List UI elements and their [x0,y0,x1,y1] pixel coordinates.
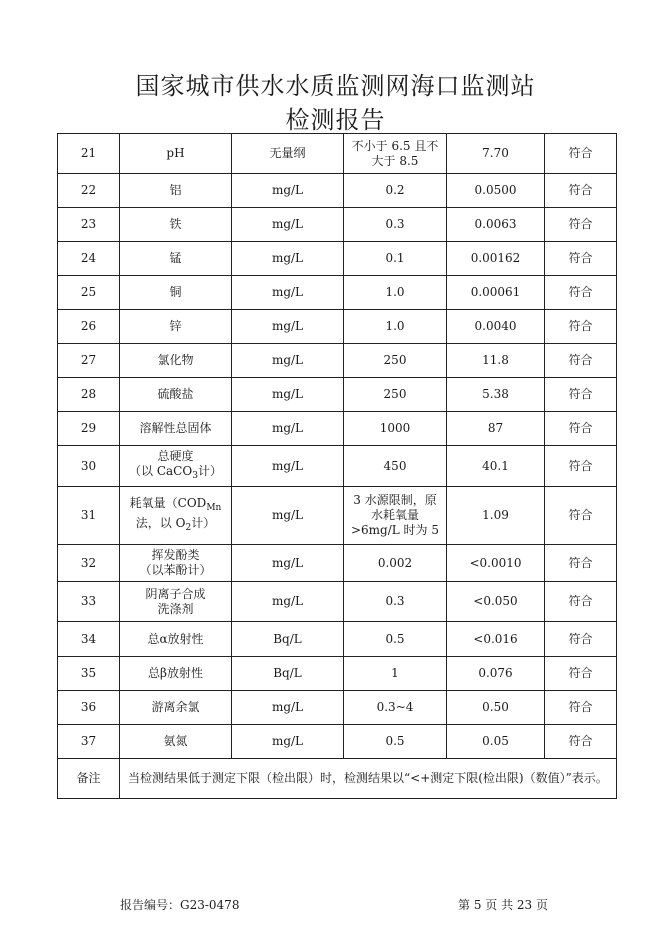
row-number: 29 [58,412,120,446]
report-title: 国家城市供水水质监测网海口监测站 [135,72,536,100]
row-number: 25 [58,276,120,310]
item-name [120,446,232,487]
verdict: 符合 [545,545,617,582]
unit: mg/L [232,545,344,582]
limit-value: 0.3~4 [344,691,447,725]
result-value: 0.05 [447,725,545,759]
limit-value: 1 [344,657,447,691]
item-name: 硫酸盐 [120,378,232,412]
limit-value: 0.3 [344,208,447,242]
item-name: 总α放射性 [120,622,232,657]
item-name: 游离余氯 [120,691,232,725]
subscript: 3 [192,470,198,481]
item-name-line1: 总硬度 [157,448,194,463]
table-row [58,622,617,657]
item-name: 铁 [120,208,232,242]
item-name: 氯化物 [120,344,232,378]
result-value: <0.016 [447,622,545,657]
result-value: 0.0500 [447,174,545,208]
unit: mg/L [232,174,344,208]
unit: Bq/L [232,622,344,657]
limit-value: 0.1 [344,242,447,276]
row-number: 34 [58,622,120,657]
table-row [58,242,617,276]
limit-value: 0.2 [344,174,447,208]
unit: mg/L [232,242,344,276]
results-table [57,133,617,799]
unit: mg/L [232,276,344,310]
table-row [58,582,617,622]
row-number: 26 [58,310,120,344]
limit-value: 不小于 6.5 且不大于 8.5 [344,134,447,174]
row-number: 32 [58,545,120,582]
verdict: 符合 [545,622,617,657]
item-name: 铝 [120,174,232,208]
result-value: 0.0063 [447,208,545,242]
table-row [58,545,617,582]
remarks-label: 备注 [58,759,120,799]
verdict: 符合 [545,378,617,412]
result-value: 0.076 [447,657,545,691]
item-name-part: 耗氧量（COD [129,495,207,510]
table-row [58,174,617,208]
row-number: 27 [58,344,120,378]
unit: mg/L [232,310,344,344]
verdict: 符合 [545,487,617,545]
result-value: 0.50 [447,691,545,725]
row-number: 37 [58,725,120,759]
row-number: 30 [58,446,120,487]
item-name-line1: 挥发酚类 [151,548,200,562]
result-value: 87 [447,412,545,446]
table-row [58,412,617,446]
verdict: 符合 [545,344,617,378]
result-value: <0.050 [447,582,545,622]
table-row [58,378,617,412]
item-name-line1: 阴离子合成 [145,586,206,601]
item-name: 总β放射性 [120,657,232,691]
item-name: pH [120,134,232,174]
limit-value: 0.002 [344,545,447,582]
limit-value: 1.0 [344,276,447,310]
item-name-part: 计） [197,463,222,478]
item-name-part: 计） [191,515,216,530]
unit: 无量纲 [232,134,344,174]
limit-value: 3 水源限制，原水耗氧量>6mg/L 时为 5 [344,487,447,545]
subscript: Mn [206,502,222,513]
report-number: 报告编号：G23-0478 [120,898,240,912]
item-name [120,582,232,622]
limit-value: 1000 [344,412,447,446]
unit: mg/L [232,725,344,759]
limit-value: 0.3 [344,582,447,622]
table-row [58,446,617,487]
table-row [58,487,617,545]
verdict: 符合 [545,310,617,344]
row-number: 31 [58,487,120,545]
row-number: 21 [58,134,120,174]
item-name: 氨氮 [120,725,232,759]
verdict: 符合 [545,582,617,622]
verdict: 符合 [545,691,617,725]
unit: mg/L [232,378,344,412]
limit-value: 250 [344,344,447,378]
row-number: 35 [58,657,120,691]
limit-value: 0.5 [344,622,447,657]
result-value: 0.00162 [447,242,545,276]
unit: mg/L [232,691,344,725]
row-number: 28 [58,378,120,412]
item-name-part: 法，以 O [135,515,186,530]
result-value: 0.00061 [447,276,545,310]
row-number: 23 [58,208,120,242]
unit: mg/L [232,412,344,446]
item-name: 锰 [120,242,232,276]
table-row [58,691,617,725]
limit-value: 450 [344,446,447,487]
row-number: 22 [58,174,120,208]
unit: mg/L [232,344,344,378]
limit-value: 0.5 [344,725,447,759]
table-row [58,725,617,759]
item-name-line2: 洗涤剂 [157,601,194,616]
item-name-line2 [124,464,227,484]
item-name: 溶解性总固体 [120,412,232,446]
limit-value: 1.0 [344,310,447,344]
unit: mg/L [232,582,344,622]
item-name [120,487,232,545]
table-row [58,657,617,691]
verdict: 符合 [545,446,617,487]
remarks-text: 当检测结果低于测定下限（检出限）时，检测结果以“<+测定下限(检出限)（数值）”表示。 [120,759,617,799]
row-number: 36 [58,691,120,725]
unit: Bq/L [232,657,344,691]
verdict: 符合 [545,276,617,310]
verdict: 符合 [545,725,617,759]
item-name-part: （以 CaCO [129,463,193,478]
result-value: 1.09 [447,487,545,545]
result-value: 5.38 [447,378,545,412]
limit-value: 250 [344,378,447,412]
table-row [58,344,617,378]
verdict: 符合 [545,134,617,174]
row-number: 24 [58,242,120,276]
item-name: 锌 [120,310,232,344]
verdict: 符合 [545,242,617,276]
table-row [58,276,617,310]
unit: mg/L [232,208,344,242]
result-value: 0.0040 [447,310,545,344]
item-name-line2: （以苯酚计） [139,563,212,577]
result-value: 40.1 [447,446,545,487]
page-indicator: 第 5 页 共 23 页 [458,898,548,912]
table-row [58,208,617,242]
table-row [58,310,617,344]
verdict: 符合 [545,657,617,691]
table-row [58,134,617,174]
result-value: <0.0010 [447,545,545,582]
verdict: 符合 [545,174,617,208]
unit: mg/L [232,446,344,487]
unit: mg/L [232,487,344,545]
item-name [120,545,232,582]
verdict: 符合 [545,208,617,242]
item-name: 铜 [120,276,232,310]
result-value: 7.70 [447,134,545,174]
result-value: 11.8 [447,344,545,378]
subscript: 2 [185,522,192,533]
verdict: 符合 [545,412,617,446]
row-number: 33 [58,582,120,622]
report-subtitle: 检测报告 [285,106,386,134]
remarks-row [58,759,617,799]
